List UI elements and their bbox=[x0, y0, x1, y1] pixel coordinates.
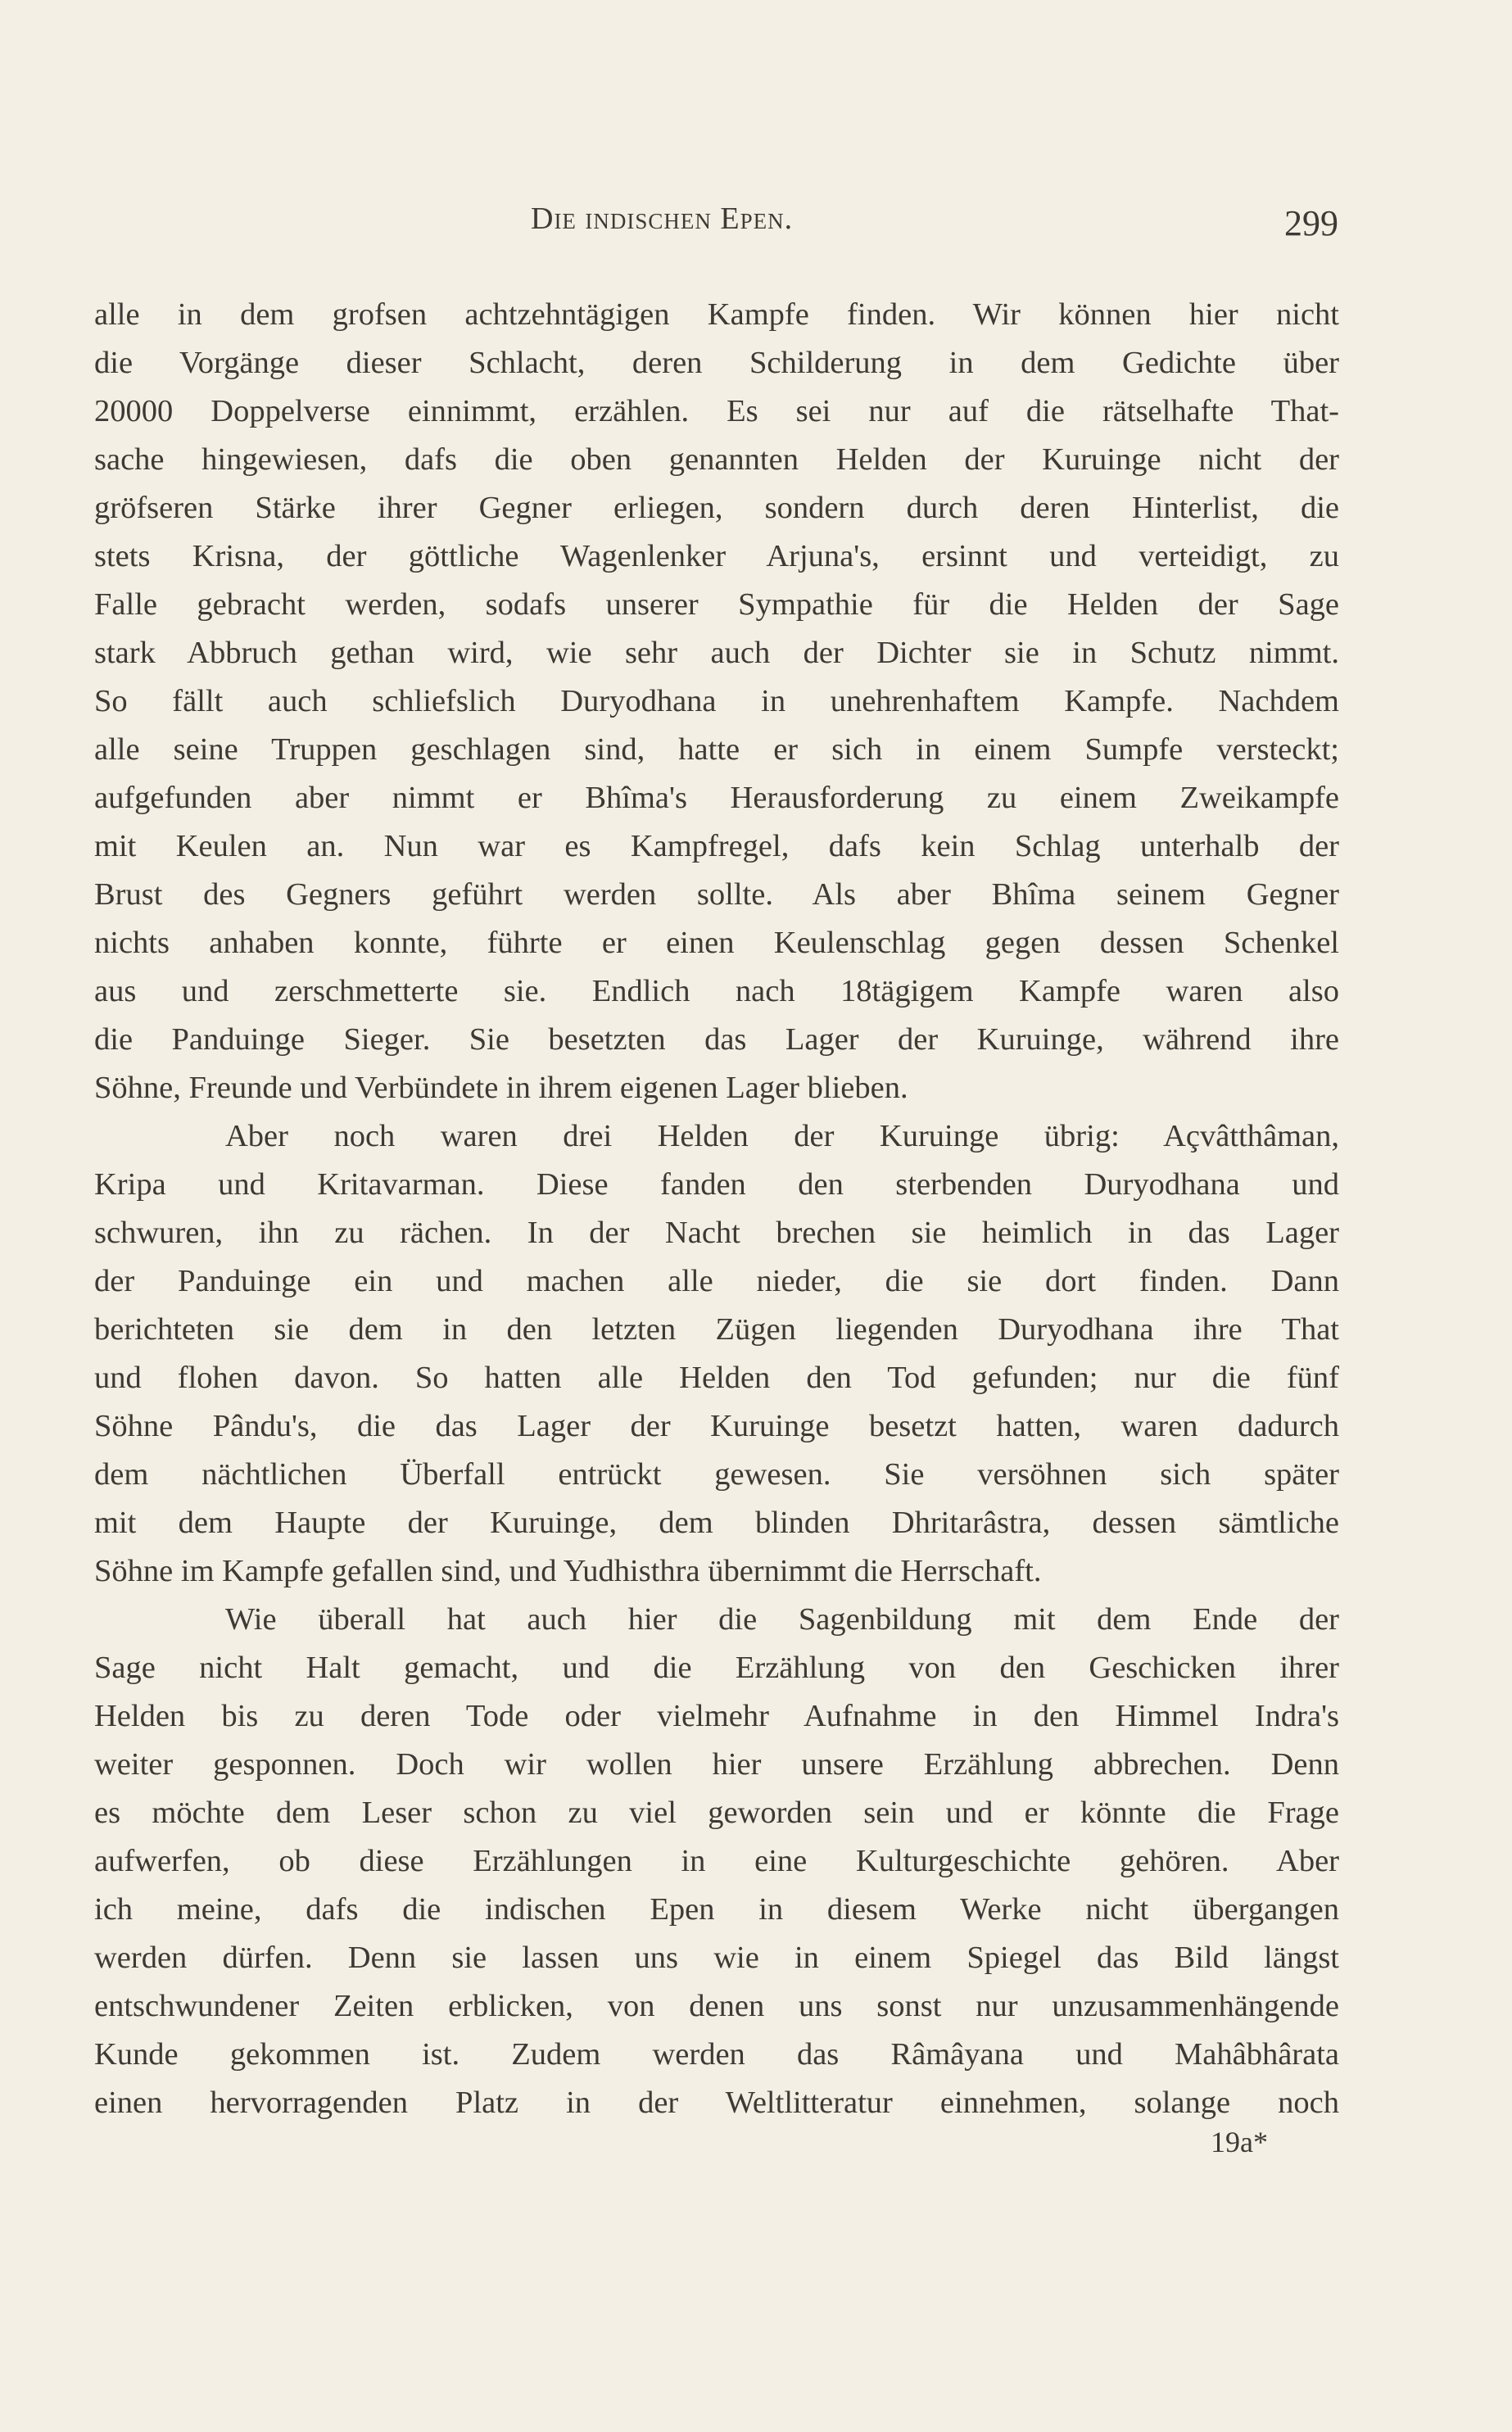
text-line: aufwerfen, ob diese Erzählungen in eine Kulturgeschichte gehören. Aber bbox=[94, 1844, 1339, 1878]
text-line: Brust des Gegners geführt werden sollte. Als aber Bhîma seinem Gegner bbox=[94, 877, 1339, 912]
text-line: Falle gebracht werden, sodafs unserer Sympathie für die Helden der Sage bbox=[94, 587, 1339, 622]
text-line: alle in dem grofsen achtzehntägigen Kampfe finden. Wir können hier nicht bbox=[94, 297, 1339, 332]
text-line: Kunde gekommen ist. Zudem werden das Râmâyana und Mahâbhârata bbox=[94, 2037, 1339, 2072]
text-line: einen hervorragenden Platz in der Weltlitteratur einnehmen, solange noch bbox=[94, 2086, 1339, 2120]
running-head bbox=[0, 201, 1512, 250]
text-line-paragraph-end: Söhne, Freunde und Verbündete in ihrem eigenen Lager blieben. bbox=[94, 1071, 908, 1105]
text-line: Söhne Pându's, die das Lager der Kuruinge besetzt hatten, waren dadurch bbox=[94, 1409, 1339, 1443]
text-line: sache hingewiesen, dafs die oben genannten Helden der Kuruinge nicht der bbox=[94, 442, 1339, 477]
text-line: mit Keulen an. Nun war es Kampfregel, dafs kein Schlag unterhalb der bbox=[94, 829, 1339, 863]
text-line: Helden bis zu deren Tode oder vielmehr Aufnahme in den Himmel Indra's bbox=[94, 1699, 1339, 1733]
text-line: die Vorgänge dieser Schlacht, deren Schilderung in dem Gedichte über bbox=[94, 346, 1339, 380]
text-line: 20000 Doppelverse einnimmt, erzählen. Es sei nur auf die rätselhafte That- bbox=[94, 394, 1339, 428]
text-line: schwuren, ihn zu rächen. In der Nacht brechen sie heimlich in das Lager bbox=[94, 1216, 1339, 1250]
text-line-paragraph-end: Söhne im Kampfe gefallen sind, und Yudhisthra übernimmt die Herrschaft. bbox=[94, 1554, 1042, 1588]
page-number: 299 bbox=[1284, 203, 1338, 243]
text-line: Kripa und Kritavarman. Diese fanden den sterbenden Duryodhana und bbox=[94, 1167, 1339, 1202]
text-line: es möchte dem Leser schon zu viel geworden sein und er könnte die Frage bbox=[94, 1796, 1339, 1830]
text-line: gröfseren Stärke ihrer Gegner erliegen, sondern durch deren Hinterlist, die bbox=[94, 491, 1339, 525]
text-line: ich meine, dafs die indischen Epen in diesem Werke nicht übergangen bbox=[94, 1892, 1339, 1927]
text-line: So fällt auch schliefslich Duryodhana in unehrenhaftem Kampfe. Nachdem bbox=[94, 684, 1339, 718]
text-line: mit dem Haupte der Kuruinge, dem blinden Dhritarâstra, dessen sämtliche bbox=[94, 1506, 1339, 1540]
text-line: stark Abbruch gethan wird, wie sehr auch der Dichter sie in Schutz nimmt. bbox=[94, 636, 1339, 670]
text-line: die Panduinge Sieger. Sie besetzten das Lager der Kuruinge, während ihre bbox=[94, 1022, 1339, 1057]
text-line: stets Krisna, der göttliche Wagenlenker Arjuna's, ersinnt und verteidigt, zu bbox=[94, 539, 1339, 573]
text-line: dem nächtlichen Überfall entrückt gewesen. Sie versöhnen sich später bbox=[94, 1457, 1339, 1492]
text-line-paragraph-start: Aber noch waren drei Helden der Kuruinge übrig: Açvâtthâman, bbox=[225, 1119, 1339, 1153]
body-text bbox=[94, 291, 1339, 2127]
text-line: alle seine Truppen geschlagen sind, hatte er sich in einem Sumpfe versteckt; bbox=[94, 732, 1339, 767]
text-line: aus und zerschmetterte sie. Endlich nach 18tägigem Kampfe waren also bbox=[94, 974, 1339, 1008]
text-line: und flohen davon. So hatten alle Helden den Tod gefunden; nur die fünf bbox=[94, 1361, 1339, 1395]
text-line: aufgefunden aber nimmt er Bhîma's Herausforderung zu einem Zweikampfe bbox=[94, 781, 1339, 815]
signature-mark: 19a* bbox=[1211, 2126, 1268, 2158]
text-line: nichts anhaben konnte, führte er einen Keulenschlag gegen dessen Schenkel bbox=[94, 926, 1339, 960]
text-line: weiter gesponnen. Doch wir wollen hier unsere Erzählung abbrechen. Denn bbox=[94, 1747, 1339, 1782]
text-line: berichteten sie dem in den letzten Zügen liegenden Duryodhana ihre That bbox=[94, 1312, 1339, 1347]
text-line-paragraph-start: Wie überall hat auch hier die Sagenbildung mit dem Ende der bbox=[225, 1602, 1339, 1637]
text-line: Sage nicht Halt gemacht, und die Erzählung von den Geschicken ihrer bbox=[94, 1651, 1339, 1685]
text-line: entschwundener Zeiten erblicken, von denen uns sonst nur unzusammenhängende bbox=[94, 1989, 1339, 2023]
text-line: werden dürfen. Denn sie lassen uns wie in einem Spiegel das Bild längst bbox=[94, 1941, 1339, 1975]
text-line: der Panduinge ein und machen alle nieder, die sie dort finden. Dann bbox=[94, 1264, 1339, 1298]
running-title: Die indischen Epen. bbox=[531, 202, 794, 236]
